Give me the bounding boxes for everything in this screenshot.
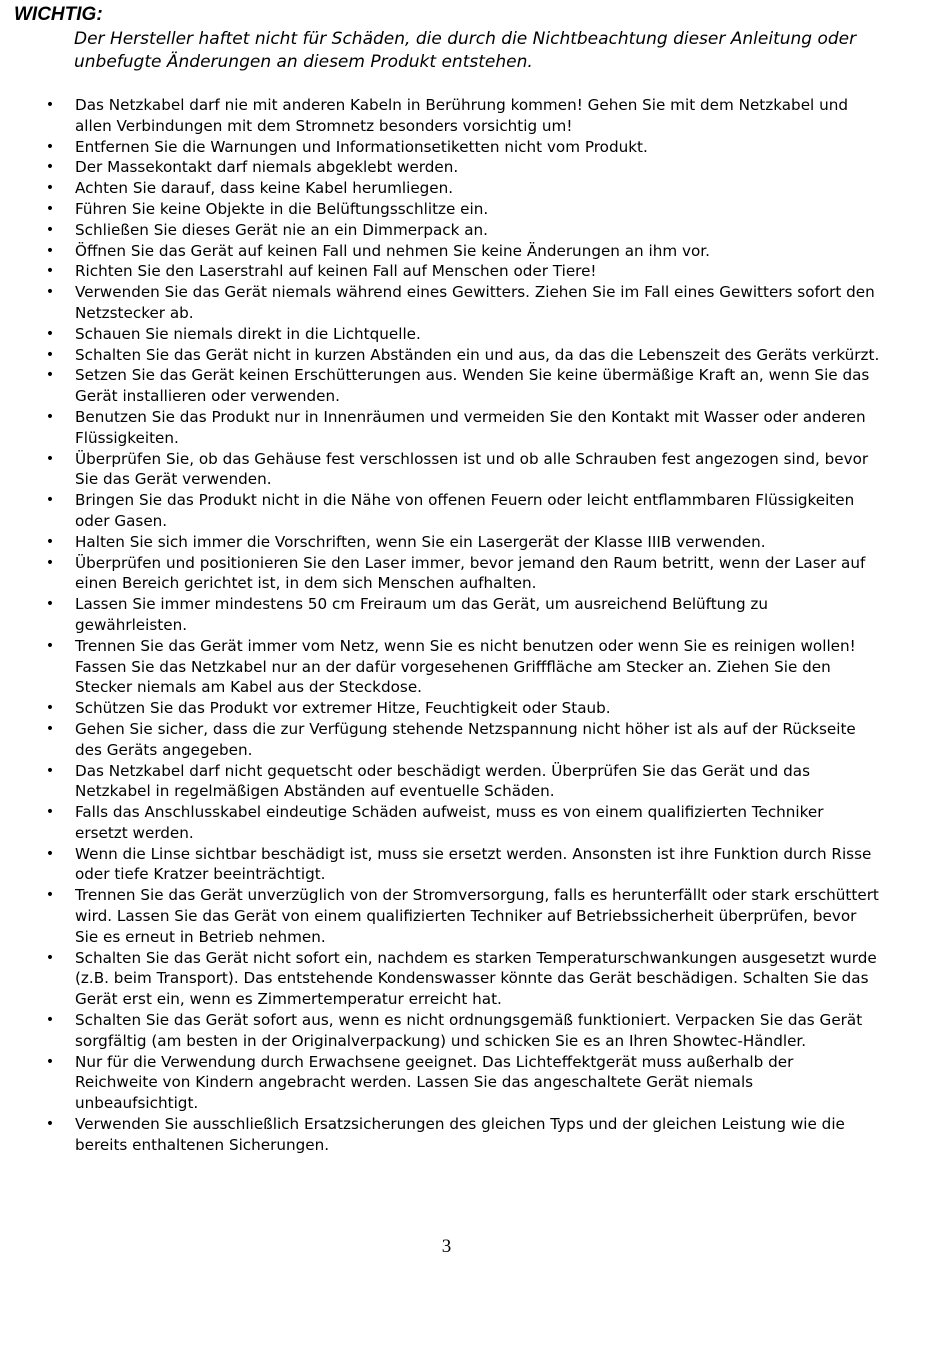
safety-warning-text: Schließen Sie dieses Gerät nie an ein Dimmerpack an. — [75, 220, 489, 239]
safety-warning-item — [0, 761, 950, 803]
safety-warning-text: Gehen Sie sicher, dass die zur Verfügung stehende Netzspannung nicht höher ist als auf der Rückseite des Geräts angegeben. — [75, 719, 856, 759]
bullet-icon: • — [45, 1012, 55, 1029]
safety-warning-text: Wenn die Linse sichtbar beschädigt ist, muss sie ersetzt werden. Ansonsten ist ihre Funktion durch Risse oder tiefe Kratzer beeinträchtigt. — [75, 844, 872, 884]
safety-warning-text: Schalten Sie das Gerät sofort aus, wenn es nicht ordnungsgemäß funktioniert. Verpacken Sie das Gerät sorgfältig (am besten in der Originalverpackung) und schicken Sie es an Ihren Showtec-Händler. — [75, 1011, 863, 1050]
safety-warning-item — [0, 490, 950, 532]
safety-warning-item — [0, 157, 950, 178]
bullet-icon: • — [45, 159, 55, 176]
safety-warning-item — [0, 407, 950, 449]
safety-warning-text: Öffnen Sie das Gerät auf keinen Fall und nehmen Sie keine Änderungen an ihm vor. — [75, 241, 710, 260]
safety-warning-item — [0, 636, 950, 698]
safety-warning-text: Entfernen Sie die Warnungen und Informationsetiketten nicht vom Produkt. — [75, 137, 648, 156]
safety-warning-item — [0, 178, 950, 199]
bullet-icon: • — [45, 138, 55, 155]
bullet-icon: • — [45, 263, 55, 280]
bullet-icon: • — [45, 242, 55, 259]
safety-warning-text: Benutzen Sie das Produkt nur in Innenräumen und vermeiden Sie den Kontakt mit Wasser oder anderen Flüssigkeiten. — [75, 407, 866, 447]
safety-warning-item — [0, 365, 950, 407]
safety-warning-item — [0, 1052, 950, 1114]
safety-warning-text: Trennen Sie das Gerät unverzüglich von der Stromversorgung, falls es herunterfällt oder stark erschüttert wird. Lassen Sie das Gerät von einem qualifizierten Techniker auf Betriebssicherheit überprüfen, bevor Sie es erneut in Betrieb nehmen. — [75, 886, 879, 946]
bullet-icon: • — [45, 200, 55, 217]
safety-warning-text: Schalten Sie das Gerät nicht sofort ein, nachdem es starken Temperaturschwankungen ausgesetzt wurde (z.B. beim Transport). Das entstehende Kondenswasser könnte das Gerät beschädigen. Schalten Sie das Gerät erst ein, wenn es Zimmertemperatur erreicht hat. — [75, 948, 877, 1009]
safety-warning-text: Verwenden Sie ausschließlich Ersatzsicherungen des gleichen Typs und der gleichen Leistung wie die bereits enthaltenen Sicherungen. — [75, 1115, 845, 1154]
safety-warning-item — [0, 844, 950, 886]
safety-warning-text: Falls das Anschlusskabel eindeutige Schäden aufweist, muss es von einem qualifizierten Techniker ersetzt werden. — [75, 803, 824, 842]
safety-warnings-list — [0, 95, 950, 1156]
bullet-icon: • — [45, 450, 55, 467]
safety-warning-text: Schützen Sie das Produkt vor extremer Hitze, Feuchtigkeit oder Staub. — [75, 699, 611, 718]
safety-warning-item — [0, 449, 950, 491]
bullet-icon: • — [45, 845, 55, 862]
safety-warning-item — [0, 1114, 950, 1156]
safety-warning-item — [0, 719, 950, 761]
safety-warning-item — [0, 220, 950, 241]
safety-warning-text: Lassen Sie immer mindestens 50 cm Freiraum um das Gerät, um ausreichend Belüftung zu gewährleisten. — [75, 595, 769, 634]
safety-warning-item — [0, 594, 950, 636]
safety-warning-text: Führen Sie keine Objekte in die Belüftungsschlitze ein. — [75, 199, 489, 218]
safety-warning-text: Das Netzkabel darf nicht gequetscht oder beschädigt werden. Überprüfen Sie das Gerät und das Netzkabel in regelmäßigen Abständen auf eventuelle Schäden. — [75, 761, 810, 801]
safety-warning-item — [0, 261, 950, 282]
bullet-icon: • — [45, 949, 55, 966]
bullet-icon: • — [45, 284, 55, 301]
bullet-icon: • — [45, 596, 55, 613]
bullet-icon: • — [45, 367, 55, 384]
safety-warning-item — [0, 137, 950, 158]
safety-warning-text: Der Massekontakt darf niemals abgeklebt werden. — [75, 158, 459, 177]
safety-warning-item — [0, 345, 950, 366]
bullet-icon: • — [45, 554, 55, 571]
safety-warning-text: Achten Sie darauf, dass keine Kabel herumliegen. — [75, 179, 454, 198]
bullet-icon: • — [45, 408, 55, 425]
bullet-icon: • — [45, 887, 55, 904]
safety-warning-item — [0, 95, 950, 137]
bullet-icon: • — [45, 221, 55, 238]
safety-warning-text: Schauen Sie niemals direkt in die Lichtquelle. — [75, 324, 421, 343]
safety-warning-text: Halten Sie sich immer die Vorschriften, wenn Sie ein Lasergerät der Klasse IIIB verwenden. — [75, 532, 766, 551]
safety-warning-text: Überprüfen Sie, ob das Gehäuse fest verschlossen ist und ob alle Schrauben fest angezogen sind, bevor Sie das Gerät verwenden. — [75, 449, 869, 489]
safety-warning-item — [0, 802, 950, 844]
safety-warning-item — [0, 324, 950, 345]
safety-warning-text: Richten Sie den Laserstrahl auf keinen Fall auf Menschen oder Tiere! — [75, 262, 597, 281]
liability-notice: Der Hersteller haftet nicht für Schäden, die durch die Nichtbeachtung dieser Anleitung oder unbefugte Änderungen an diesem Produkt entstehen. — [74, 29, 857, 72]
safety-warning-text: Trennen Sie das Gerät immer vom Netz, wenn Sie es nicht benutzen oder wenn Sie es reinigen wollen! Fassen Sie das Netzkabel nur an der dafür vorgesehenen Grifffläche am Stecker an. Ziehen Sie den Stecker niemals am Kabel aus der Steckdose. — [75, 636, 856, 697]
bullet-icon: • — [45, 700, 55, 717]
bullet-icon: • — [45, 346, 55, 363]
safety-warning-item — [0, 1010, 950, 1052]
safety-warning-text: Verwenden Sie das Gerät niemals während eines Gewitters. Ziehen Sie im Fall eines Gewitters sofort den Netzstecker ab. — [75, 283, 875, 322]
bullet-icon: • — [45, 637, 55, 654]
bullet-icon: • — [45, 533, 55, 550]
safety-warning-text: Das Netzkabel darf nie mit anderen Kabeln in Berührung kommen! Gehen Sie mit dem Netzkabel und allen Verbindungen mit dem Stromnetz besonders vorsichtig um! — [75, 96, 848, 135]
safety-warning-text: Schalten Sie das Gerät nicht in kurzen Abständen ein und aus, da das die Lebenszeit des Geräts verkürzt. — [75, 345, 880, 364]
safety-warning-item — [0, 948, 950, 1010]
safety-warning-text: Setzen Sie das Gerät keinen Erschütterungen aus. Wenden Sie keine übermäßige Kraft an, wenn Sie das Gerät installieren oder verwenden. — [75, 366, 870, 406]
bullet-icon: • — [45, 1116, 55, 1133]
bullet-icon: • — [45, 804, 55, 821]
bullet-icon: • — [45, 1053, 55, 1070]
safety-warning-item — [0, 532, 950, 553]
safety-warning-item — [0, 282, 950, 324]
safety-warning-item — [0, 885, 950, 947]
safety-warning-item — [0, 241, 950, 262]
safety-warning-text: Überprüfen und positionieren Sie den Laser immer, bevor jemand den Raum betritt, wenn der Laser auf einen Bereich gerichtet ist, in dem sich Menschen aufhalten. — [75, 553, 866, 593]
safety-warning-item — [0, 553, 950, 595]
safety-warning-text: Bringen Sie das Produkt nicht in die Nähe von offenen Feuern oder leicht entflammbaren Flüssigkeiten oder Gasen. — [75, 491, 855, 530]
page-number: 3 — [441, 1236, 452, 1257]
warning-heading: WICHTIG: — [14, 4, 103, 25]
bullet-icon: • — [45, 325, 55, 342]
bullet-icon: • — [45, 180, 55, 197]
bullet-icon: • — [45, 762, 55, 779]
safety-warning-item — [0, 698, 950, 719]
bullet-icon: • — [45, 97, 55, 113]
bullet-icon: • — [45, 492, 55, 509]
safety-warning-item — [0, 199, 950, 220]
safety-warning-text: Nur für die Verwendung durch Erwachsene geeignet. Das Lichteffektgerät muss außerhalb der Reichweite von Kindern angebracht werden. Lassen Sie das angeschaltete Gerät niemals unbeaufsichtigt. — [75, 1052, 794, 1113]
bullet-icon: • — [45, 720, 55, 737]
